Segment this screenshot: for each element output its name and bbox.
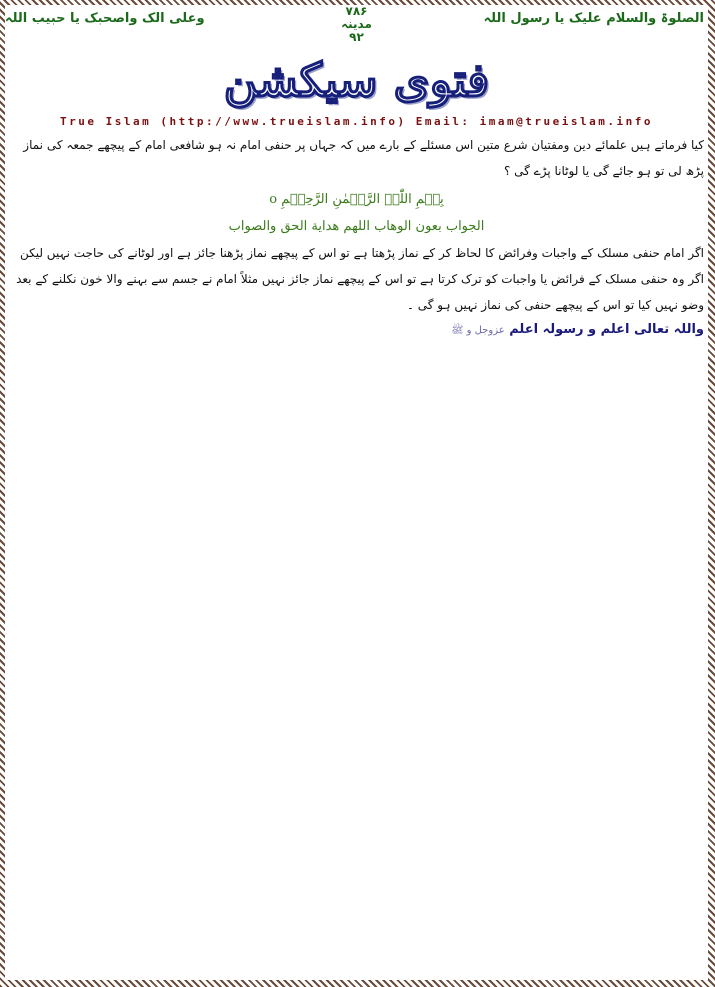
header-number-top: ۷۸۶ [345,5,368,18]
answer-text: اگر امام حنفی مسلک کے واجبات وفرائض کا لحاظ کر کے نماز پڑھتا ہے تو اس کے پیچھے نماز پڑھنا جائز ہے اور لوٹانے کی حاجت نہیں لیکن اگر وہ حنفی مسلک کے فرائض یا واجبات کو ترک کرتا ہے تو اس کے پیچھے نماز جائز نہیں مثلاً امام نے جسم سے بہنے والا خون نکلنے کے بعد وضو نہیں کیا تو اس کے پیچھے حنفی کی نماز نہیں ہو گی ۔ [16,246,704,312]
salutation-right: الصلوۃ والسلام علیک یا رسول اللہ [483,11,704,26]
header-number-middle: مدینہ [341,17,372,31]
contact-line: True Islam (http://www.trueislam.info) Email: imam@trueislam.info [60,115,653,128]
honorific-symbol: عزوجل و ﷺ [451,325,505,336]
header-bar [5,5,708,45]
salutation-left: وعلی الک واصحبک یا حبیب اللہ [5,11,205,26]
page-title: فتوی سیکشن [223,53,490,107]
closing-text: واللہ تعالی اعلم و رسولہ اعلم [509,322,704,337]
question-text: کیا فرماتے ہیں علمائے دین ومفتیان شرع متین اس مسئلے کے بارے میں کہ جہاں پر حنفی امام نہ ہو شافعی امام کے پیچھے جمعہ کی نماز پڑھ لی تو ہو جائے گی یا لوٹانا پڑے گی ؟ [23,138,704,178]
header-number-bottom: ۹۲ [349,30,364,44]
answer-heading: الجواب بعون الوهاب اللهم هداية الحق والصواب [228,219,485,234]
closing-line [5,322,708,338]
page-container [5,5,708,980]
bismillah: بِسۡمِ اللّٰہِ الرَّحۡمٰنِ الرَّحِیۡمِ o [269,192,444,207]
